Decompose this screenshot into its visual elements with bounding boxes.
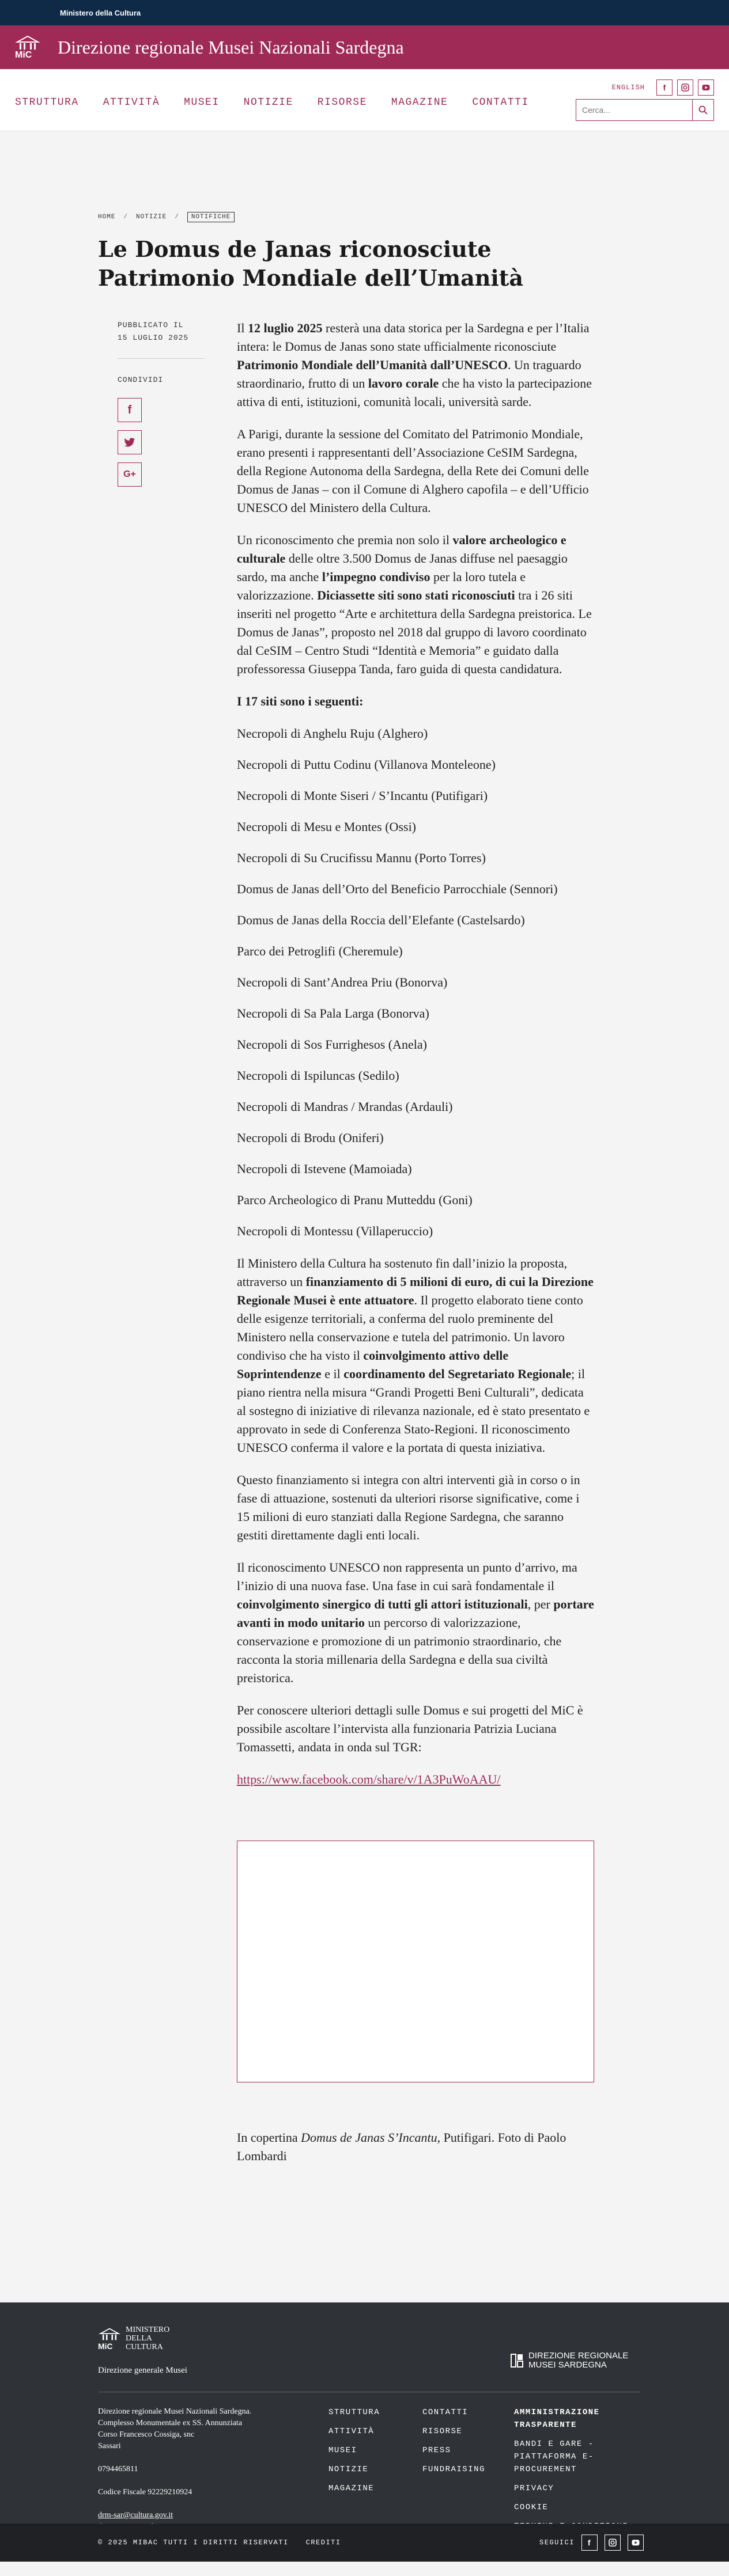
breadcrumb-section[interactable]: NOTIZIE <box>136 214 167 221</box>
footer-social <box>539 2535 644 2551</box>
footer-fiscal-code: Codice Fiscale 92229210924 <box>98 2488 192 2497</box>
nav-item-contatti[interactable]: CONTATTI <box>472 96 529 108</box>
nav-item-magazine[interactable]: MAGAZINE <box>391 96 448 108</box>
breadcrumb-home[interactable]: HOME <box>98 214 116 221</box>
article-paragraph-2: A Parigi, durante la sessione del Comitato del Patrimonio Mondiale, erano presenti i rappresentanti dell’Associazione CeSIM Sardegna, della Regione Autonoma della Sardegna, della Rete dei Comuni delle Domus de Janas – con il Comune di Alghero capofila – e dell’Ufficio UNESCO del Ministero della Cultura. <box>237 427 589 515</box>
google-plus-icon: G+ <box>123 469 136 479</box>
site-list-item: Necropoli di Mesu e Montes (Ossi) <box>237 820 417 834</box>
nav-item-risorse[interactable]: RISORSE <box>317 96 367 108</box>
breadcrumb-separator: / <box>123 214 129 221</box>
share-label: CONDIVIDI <box>118 375 164 384</box>
nav-tools <box>576 79 714 121</box>
published-label: PUBBLICATO IL <box>118 321 184 329</box>
article-body <box>237 319 594 2179</box>
article-paragraph-6: Il riconoscimento UNESCO non rappresenta un punto d’arrivo, ma l’inizio di una nuova fase. Una fase in cui sarà fondamentale il coinvolgimento sinergico di tutti gli attori istituzionali, per portare avanti in modo unitario un percorso di valorizzazione, conservazione e promozione di un patrimonio straordinario, che racconta la storia millenaria della Sardegna e della sua civiltà preistorica. <box>237 1560 594 1685</box>
footer-regional-logo[interactable]: DIREZIONE REGIONALE MUSEI SARDEGNA <box>510 2351 628 2370</box>
nav-item-struttura[interactable]: STRUTTURA <box>15 96 79 108</box>
main-content <box>0 131 729 2302</box>
nav-menu <box>15 97 553 108</box>
breadcrumb-separator: / <box>175 214 179 221</box>
site-list-item: Necropoli di Puttu Codinu (Villanova Monteleone) <box>237 757 496 772</box>
site-list-item: Parco Archeologico di Pranu Mutteddu (Goni) <box>237 1193 473 1207</box>
footer-link-contatti[interactable]: CONTATTI <box>422 2408 469 2417</box>
cover-caption: In copertina Domus de Janas S’Incantu, Putifigari. Foto di Paolo Lombardi <box>237 2130 566 2163</box>
site-list-item: Necropoli di Anghelu Ruju (Alghero) <box>237 726 428 741</box>
mic-logo-text: MiC <box>15 50 32 60</box>
site-list-item: Necropoli di Brodu (Oniferi) <box>237 1130 384 1145</box>
ministry-label[interactable]: Ministero della Cultura <box>60 8 141 17</box>
article-paragraph-4: Il Ministero della Cultura ha sostenuto fin dall’inizio la proposta, attraverso un finanziamento di 5 milioni di euro, di cui la Direzione Regionale Musei è ente attuatore. Il progetto elaborato tiene conto delle esigenze territoriali, a conferma del ruolo preminente del Ministero nella conservazione e tutela del patrimonio. Un lavoro condiviso che ha visto il coinvolgimento attivo delle Soprintendenze e il coordinamento del Segretariato Regionale; il piano rientra nella misura “Grandi Progetti Beni Culturali”, dedicata al sostegno di iniziative di rilevanza nazionale, ed è stato presentato e approvato in sede di Conferenza Stato-Regioni. Il riconoscimento UNESCO conferma il valore e la portata di questa iniziativa. <box>237 1256 594 1455</box>
share-facebook-button[interactable] <box>118 398 142 422</box>
footer-link-struttura[interactable]: STRUTTURA <box>328 2408 380 2417</box>
language-switch[interactable]: ENGLISH <box>611 83 645 92</box>
search-input[interactable] <box>576 99 692 121</box>
site-list-item: Necropoli di Mandras / Mrandas (Ardauli) <box>237 1099 453 1114</box>
search-bar <box>576 99 714 121</box>
article-meta <box>118 319 210 2179</box>
twitter-icon <box>124 438 135 447</box>
facebook-video-link[interactable]: https://www.facebook.com/share/v/1A3PuWoAAU/ <box>237 1772 501 1786</box>
article-layout <box>98 319 729 2179</box>
page-title: Le Domus de Janas riconosciute Patrimonio Mondiale dell’Umanità <box>98 236 523 291</box>
temple-icon <box>98 2327 121 2342</box>
footer-link-musei[interactable]: MUSEI <box>328 2446 357 2455</box>
footer-link-notizie[interactable]: NOTIZIE <box>328 2465 369 2474</box>
breadcrumb <box>98 212 729 222</box>
footer-link-fundraising[interactable]: FUNDRAISING <box>422 2465 485 2474</box>
article-paragraph-3: Un riconoscimento che premia non solo il valore archeologico e culturale delle oltre 3.500 Domus de Janas diffuse nel paesaggio sardo, ma anche l’impegno condiviso per la loro tutela e valorizzazione. Diciassette siti sono stati riconosciuti tra i 26 siti inseriti nel progetto “Arte e architettura della Sardegna preistorica. Le Domus de Janas”, proposto nel 2018 dal gruppo di lavoro coordinato dal CeSIM – Centro Studi “Identità e Memoria” e guidato dalla professoressa Giuseppa Tanda, faro guida di questa candidatura. <box>237 533 592 676</box>
footer-logo-label: MINISTERO DELLA CULTURA <box>126 2325 170 2351</box>
lang-social-row <box>612 79 714 96</box>
footer-mic-logo[interactable] <box>98 2325 169 2351</box>
credits-link[interactable]: CREDITI <box>305 2539 341 2547</box>
facebook-icon[interactable]: f <box>581 2535 598 2551</box>
video-link-paragraph <box>237 1770 594 1789</box>
published-date: 15 LUGLIO 2025 <box>118 333 189 342</box>
nav-item-notizie[interactable]: NOTIZIE <box>243 96 293 108</box>
footer-link-amministrazione[interactable]: AMMINISTRAZIONE TRASPARENTE <box>514 2408 600 2430</box>
site-list-item: Necropoli di Su Crucifissu Mannu (Porto Torres) <box>237 851 486 865</box>
footer-email[interactable]: drm-sar@cultura.gov.it <box>98 2511 173 2520</box>
mic-logo[interactable] <box>15 30 52 65</box>
article-paragraph-7: Per conoscere ulteriori dettagli sulle Domus e sui progetti del MiC è possibile ascoltare l’intervista alla funzionaria Patrizia Luciana Tomassetti, andata in onda sul TGR: <box>237 1703 583 1754</box>
footer-link-attivita[interactable]: ATTIVITÀ <box>328 2427 375 2436</box>
instagram-icon[interactable] <box>605 2535 621 2551</box>
site-list-item: Domus de Janas della Roccia dell’Elefante (Castelsardo) <box>237 913 525 927</box>
footer-subtitle: Direzione generale Musei <box>98 2366 187 2375</box>
footer-address: Direzione regionale Musei Nazionali Sardegna. Complesso Monumentale ex SS. Annunziata Corso Francesco Cossiga, snc Sassari 0794465811 Codice Fiscale 92229210924 drm-sar@cultura.gov.it <box>98 2406 271 2533</box>
footer <box>0 2302 729 2562</box>
footer-link-press[interactable]: PRESS <box>422 2446 451 2455</box>
article-paragraph-5: Questo finanziamento si integra con altri interventi già in corso o in fase di attuazione, sostenuti da ulteriori risorse significative, come i 15 milioni di euro stanziati dalla Regione Sardegna, che saranno gestiti direttamente dagli enti locali. <box>237 1473 580 1542</box>
site-list-item: Parco dei Petroglifi (Cheremule) <box>237 944 403 958</box>
site-list-item: Necropoli di Sos Furrighesos (Anela) <box>237 1037 427 1052</box>
brand-bar <box>0 25 729 69</box>
site-list-item: Necropoli di Sa Pala Larga (Bonorva) <box>237 1006 429 1020</box>
temple-icon <box>15 34 40 51</box>
share-google-plus-button[interactable] <box>118 462 142 487</box>
site-list-item: Necropoli di Monte Siseri / S’Incantu (Putifigari) <box>237 788 488 803</box>
footer-link-magazine[interactable]: MAGAZINE <box>328 2484 375 2493</box>
follow-label: SEGUICI <box>539 2539 575 2547</box>
facebook-icon[interactable]: f <box>656 79 673 96</box>
top-bar <box>0 0 729 25</box>
footer-nav-col-3 <box>514 2406 647 2533</box>
sites-heading: I 17 siti sono i seguenti: <box>237 694 364 708</box>
regional-logo-icon <box>510 2353 524 2368</box>
search-button[interactable] <box>692 99 714 121</box>
copyright: © 2025 MIBAC TUTTI I DIRITTI RISERVATI <box>98 2539 289 2547</box>
site-list-item: Necropoli di Sant’Andrea Priu (Bonorva) <box>237 975 448 989</box>
facebook-icon: f <box>127 403 132 416</box>
search-icon <box>698 105 708 115</box>
nav-item-musei[interactable]: MUSEI <box>184 96 220 108</box>
site-title[interactable]: Direzione regionale Musei Nazionali Sardegna <box>58 36 404 58</box>
footer-nav-col-1 <box>328 2406 380 2495</box>
youtube-icon[interactable] <box>698 79 714 96</box>
video-embed[interactable] <box>237 1841 594 2082</box>
sites-list <box>237 724 594 1240</box>
meta-divider <box>118 358 204 359</box>
footer-link-risorse[interactable]: RISORSE <box>422 2427 463 2436</box>
site-list-item: Necropoli di Istevene (Mamoiada) <box>237 1162 412 1176</box>
youtube-icon[interactable] <box>628 2535 644 2551</box>
footer-nav-col-2 <box>422 2406 485 2476</box>
site-list-item: Domus de Janas dell’Orto del Beneficio Parrocchiale (Sennori) <box>237 882 558 896</box>
footer-bottom-bar <box>0 2524 729 2562</box>
main-navigation <box>0 69 729 131</box>
footer-logo-text: MiC <box>98 2341 113 2351</box>
footer-link-cookie[interactable]: COOKIE <box>514 2503 549 2512</box>
site-list-item: Necropoli di Montessu (Villaperuccio) <box>237 1224 433 1238</box>
share-twitter-button[interactable] <box>118 430 142 454</box>
footer-link-bandi[interactable]: BANDI E GARE - PIATTAFORMA E-PROCUREMENT <box>514 2440 594 2474</box>
breadcrumb-current[interactable]: NOTIFICHE <box>187 212 235 222</box>
site-list-item: Necropoli di Ispiluncas (Sedilo) <box>237 1068 399 1083</box>
article-paragraph-1: Il 12 luglio 2025 resterà una data storica per la Sardegna e per l’Italia intera: le Domus de Janas sono state ufficialmente riconosciute Patrimonio Mondiale dell’Umanità dall’UNESCO. Un traguardo straordinario, frutto di un lavoro corale che ha visto la partecipazione attiva di enti, istituzioni, comunità locali, università sarde. <box>237 321 592 409</box>
footer-phone: 0794465811 <box>98 2465 138 2473</box>
footer-link-privacy[interactable]: PRIVACY <box>514 2484 554 2493</box>
nav-item-attivita[interactable]: ATTIVITÀ <box>103 96 160 108</box>
instagram-icon[interactable] <box>677 79 693 96</box>
